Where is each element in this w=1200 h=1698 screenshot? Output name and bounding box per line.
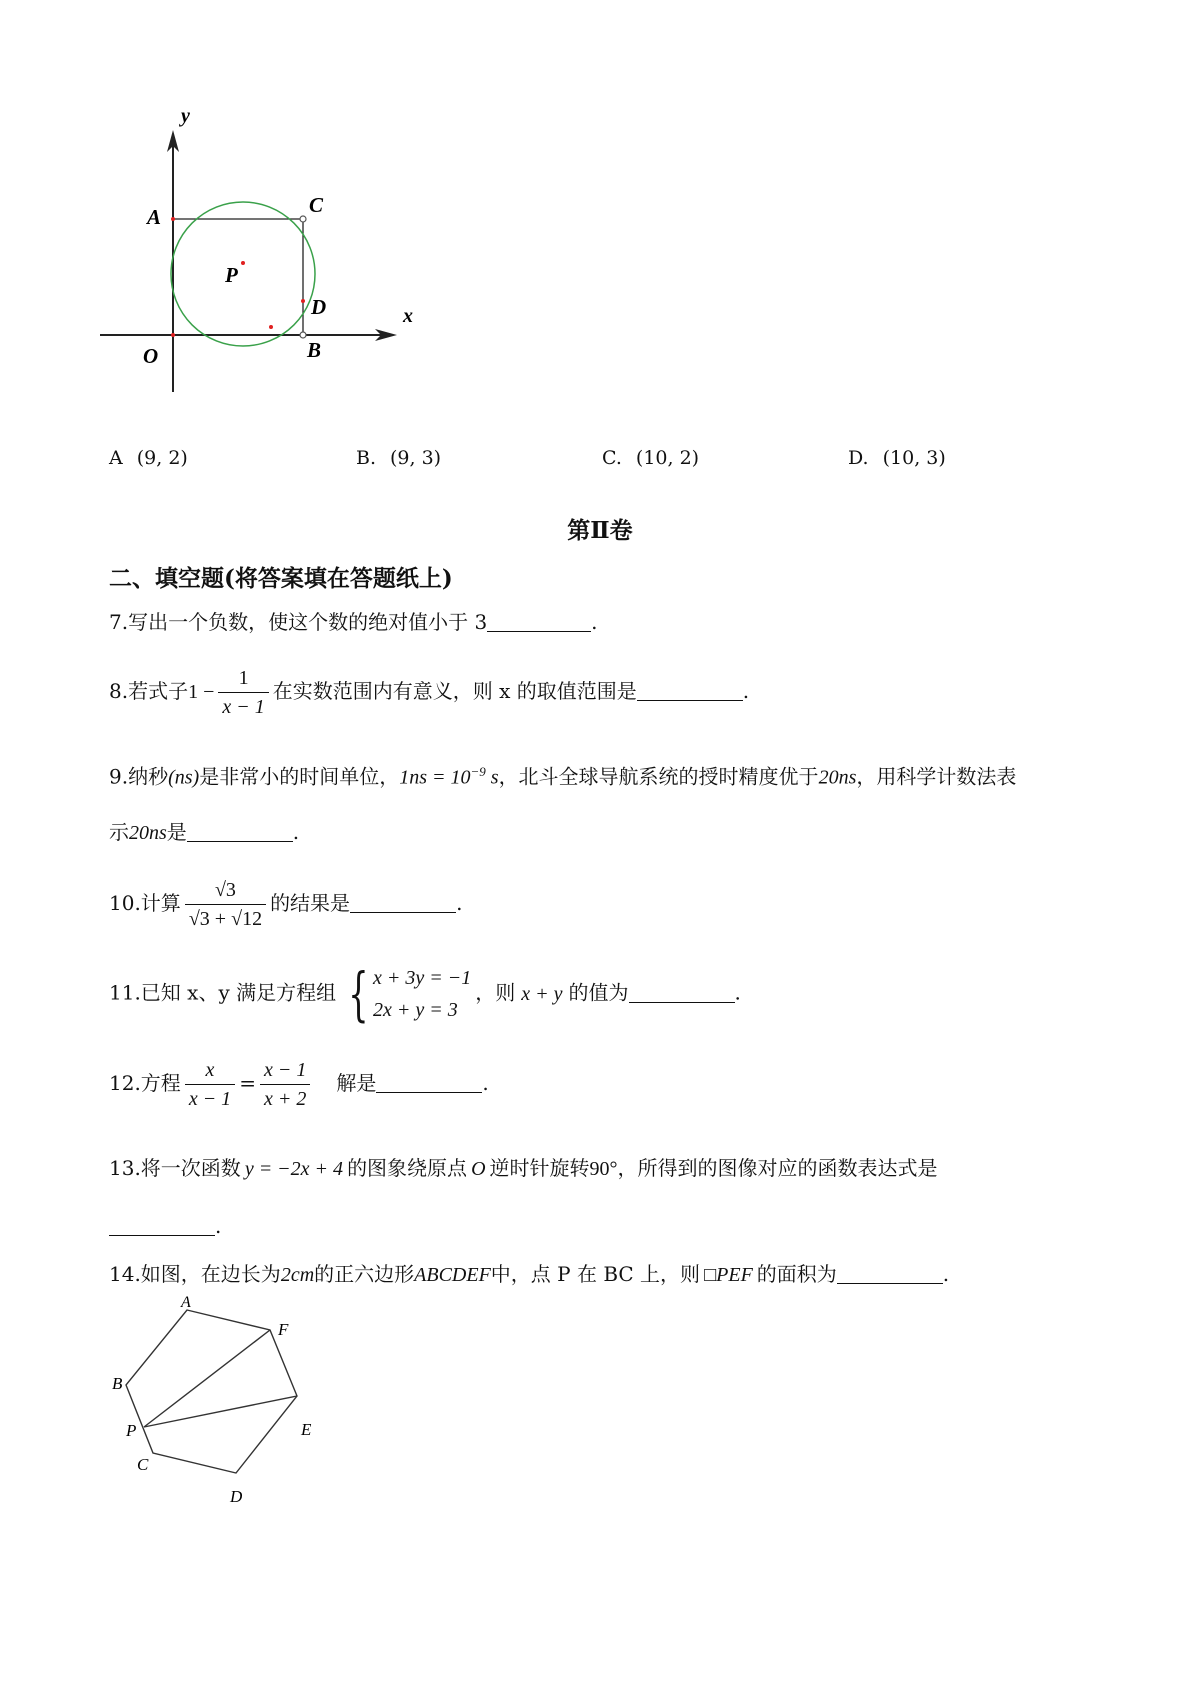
hex-label-C: C (137, 1455, 149, 1474)
question-9-line-2: 示20ns是 . (109, 820, 300, 844)
question-13: 13.将一次函数 y = −2x + 4 的图象绕原点 O 逆时针旋转90°，所得到的图像对应的函数表达式是 (109, 1156, 938, 1180)
label-A: A (147, 205, 162, 229)
question-10: 10.计算 $\frac{√3}{√3 + √12}$ 的结果是 . (109, 879, 463, 930)
question-14: 14.如图，在边长为2cm的正六边形ABCDEF中，点 P 在 BC 上，则 □PEF 的面积为 . (109, 1262, 950, 1286)
fraction: $\frac{x - 1}{x + 2}$ (260, 1060, 310, 1109)
fraction: $\frac{1}{x - 1}$ (218, 668, 268, 717)
hex-label-A: A (181, 1295, 191, 1311)
coordinate-figure (95, 100, 435, 405)
question-8: 8.若式子1 − $\frac{1}{x - 1}$ 在实数范围内有意义，则 x 的取值范围是 . (109, 667, 750, 718)
hexagon-figure (100, 1295, 340, 1510)
label-P: P (225, 263, 238, 287)
option-c: C. (10, 2) (602, 447, 700, 469)
option-b: B. (9, 3) (356, 447, 442, 469)
label-D: D (311, 295, 327, 319)
hex-label-P: P (126, 1421, 137, 1440)
answer-blank (637, 699, 743, 701)
hex-label-B: B (112, 1374, 123, 1393)
hex-label-E: E (301, 1420, 312, 1439)
fraction: $\frac{x}{x - 1}$ (185, 1060, 235, 1109)
answer-blank (350, 911, 456, 913)
label-C: C (309, 193, 324, 217)
label-B: B (307, 338, 322, 362)
question-11: 11.已知 x、y 满足方程组 { x + 3y = −1 2x + y = 3 ，则 x + y 的值为 . (109, 960, 741, 1028)
answer-blank (629, 1001, 735, 1003)
option-d: D. (10, 3) (848, 447, 946, 469)
answer-blank (487, 630, 591, 632)
option-a: A (9, 2) (109, 447, 188, 469)
answer-blank (376, 1091, 482, 1093)
question-7: 7.写出一个负数，使这个数的绝对值小于 3 . (109, 610, 598, 634)
hex-label-F: F (278, 1320, 289, 1339)
section-title: 二、填空题(将答案填在答题纸上) (109, 565, 453, 592)
answer-blank (187, 840, 293, 842)
label-O: O (143, 344, 159, 368)
hex-label-D: D (230, 1487, 243, 1506)
answer-blank (109, 1234, 215, 1236)
volume-title: 第Ⅱ卷 (567, 517, 633, 544)
fraction: $\frac{√3}{√3 + √12}$ (185, 880, 266, 929)
label-y: y (181, 105, 190, 127)
equation-system: { x + 3y = −1 2x + y = 3 (348, 960, 472, 1028)
answer-blank (837, 1282, 943, 1284)
question-9: 9.纳秒(ns)是非常小的时间单位，$1ns = 10^{-9}$ s，北斗全球导航系统的授时精度优于20ns，用科学计数法表 (109, 764, 1017, 789)
question-12: 12.方程 $\frac{x}{x - 1}$ = $\frac{x - 1}{x + 2}$ 解是 . (109, 1059, 489, 1110)
question-13-line-2: . (109, 1216, 221, 1236)
label-x: x (403, 305, 413, 327)
